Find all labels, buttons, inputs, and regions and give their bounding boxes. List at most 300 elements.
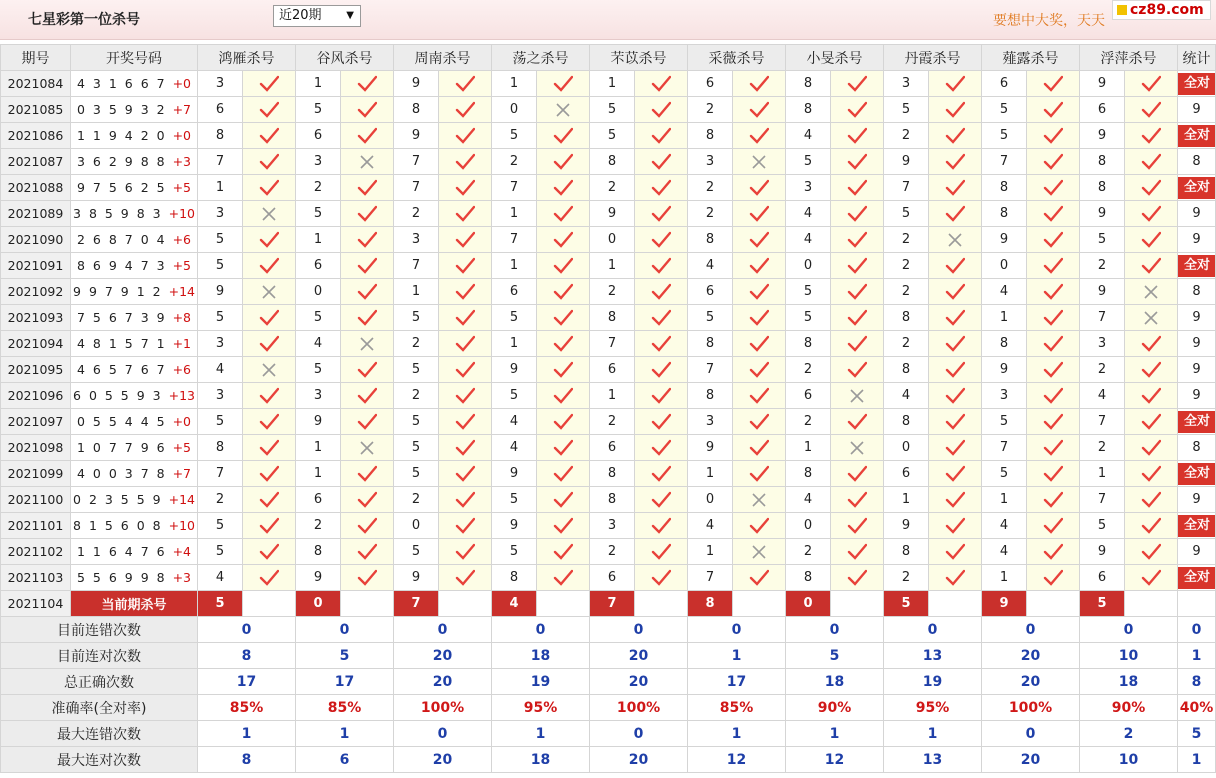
draw-numbers-cell bbox=[71, 97, 198, 123]
result-mark-cell bbox=[831, 357, 884, 383]
stat-cell bbox=[1178, 331, 1216, 357]
result-mark-cell bbox=[831, 383, 884, 409]
kill-number-cell: 5 bbox=[296, 97, 341, 123]
summary-value: 6 bbox=[296, 747, 394, 773]
kill-number-cell: 2 bbox=[296, 513, 341, 539]
kill-number-cell: 7 bbox=[1080, 487, 1125, 513]
draw-sum-offset: +10 bbox=[168, 206, 195, 221]
kill-number-cell: 8 bbox=[688, 227, 733, 253]
summary-value: 18 bbox=[786, 669, 884, 695]
kill-number-cell: 8 bbox=[198, 435, 243, 461]
draw-numbers-cell bbox=[71, 357, 198, 383]
check-icon bbox=[749, 387, 769, 405]
result-mark-cell bbox=[733, 513, 786, 539]
result-mark-cell bbox=[341, 227, 394, 253]
kill-number-cell: 7 bbox=[394, 149, 439, 175]
result-mark-cell bbox=[1125, 97, 1178, 123]
summary-value: 1 bbox=[688, 721, 786, 747]
check-icon bbox=[749, 439, 769, 457]
kill-number-cell: 2 bbox=[1080, 435, 1125, 461]
check-icon bbox=[357, 179, 377, 197]
result-mark-cell bbox=[341, 435, 394, 461]
stat-cell bbox=[1178, 201, 1216, 227]
kill-number-cell: 1 bbox=[590, 71, 635, 97]
kill-number-cell: 6 bbox=[198, 97, 243, 123]
result-mark-cell bbox=[831, 539, 884, 565]
result-mark-cell bbox=[831, 227, 884, 253]
result-mark-cell bbox=[341, 461, 394, 487]
table-row bbox=[1, 97, 1216, 123]
result-mark-cell bbox=[635, 357, 688, 383]
check-icon bbox=[749, 413, 769, 431]
result-mark-cell bbox=[243, 383, 296, 409]
current-kill-label: 当前期杀号 bbox=[71, 591, 198, 617]
kill-number-cell: 1 bbox=[590, 383, 635, 409]
check-icon bbox=[455, 361, 475, 379]
kill-number-cell: 1 bbox=[688, 539, 733, 565]
result-mark-cell bbox=[439, 305, 492, 331]
draw-sum-offset: +6 bbox=[172, 232, 191, 247]
result-mark-cell bbox=[929, 435, 982, 461]
result-mark-cell bbox=[929, 539, 982, 565]
site-logo[interactable] bbox=[1112, 0, 1211, 20]
kill-number-cell: 8 bbox=[884, 539, 929, 565]
result-mark-cell bbox=[439, 487, 492, 513]
check-icon bbox=[749, 101, 769, 119]
check-icon bbox=[847, 75, 867, 93]
result-mark-cell bbox=[1125, 565, 1178, 591]
cross-icon bbox=[750, 491, 768, 509]
result-mark-cell bbox=[733, 305, 786, 331]
result-mark-cell bbox=[929, 409, 982, 435]
summary-value: 12 bbox=[688, 747, 786, 773]
result-mark-cell bbox=[537, 461, 590, 487]
col-header-expert[interactable]: 小旻杀号 bbox=[786, 45, 884, 71]
result-mark-cell bbox=[1027, 175, 1080, 201]
col-header-expert[interactable]: 浮萍杀号 bbox=[1080, 45, 1178, 71]
check-icon bbox=[1141, 491, 1161, 509]
table-row bbox=[1, 331, 1216, 357]
col-header-expert[interactable]: 芣苡杀号 bbox=[590, 45, 688, 71]
result-mark-cell bbox=[635, 487, 688, 513]
result-mark-cell bbox=[1027, 357, 1080, 383]
col-header-expert[interactable]: 鸿雁杀号 bbox=[198, 45, 296, 71]
check-icon bbox=[847, 465, 867, 483]
kill-number-cell: 9 bbox=[394, 565, 439, 591]
result-mark-cell bbox=[831, 435, 884, 461]
table-row bbox=[1, 227, 1216, 253]
draw-numbers-cell bbox=[71, 383, 198, 409]
kill-number-cell: 4 bbox=[786, 487, 831, 513]
range-select-value: 近20期 bbox=[279, 8, 322, 23]
check-icon bbox=[357, 491, 377, 509]
check-icon bbox=[847, 309, 867, 327]
summary-label: 最大连错次数 bbox=[1, 721, 198, 747]
check-icon bbox=[259, 543, 279, 561]
result-mark-cell bbox=[243, 435, 296, 461]
check-icon bbox=[259, 413, 279, 431]
check-icon bbox=[1141, 335, 1161, 353]
summary-value: 19 bbox=[492, 669, 590, 695]
kill-number-cell: 1 bbox=[590, 253, 635, 279]
result-mark-cell bbox=[733, 227, 786, 253]
kill-number-cell: 7 bbox=[198, 461, 243, 487]
summary-row bbox=[1, 695, 1216, 721]
chevron-down-icon: ▼ bbox=[346, 10, 354, 21]
summary-stat-value: 1 bbox=[1178, 643, 1216, 669]
period-cell: 2021094 bbox=[1, 331, 71, 357]
kill-number-cell: 0 bbox=[296, 279, 341, 305]
result-mark-cell bbox=[243, 487, 296, 513]
check-icon bbox=[357, 413, 377, 431]
result-mark-cell bbox=[1125, 227, 1178, 253]
current-blank-cell bbox=[439, 591, 492, 617]
kill-number-cell: 4 bbox=[492, 409, 537, 435]
check-icon bbox=[1141, 101, 1161, 119]
period-cell: 2021101 bbox=[1, 513, 71, 539]
draw-sum-offset: +7 bbox=[172, 102, 191, 117]
kill-number-cell: 8 bbox=[786, 565, 831, 591]
result-mark-cell bbox=[537, 71, 590, 97]
check-icon bbox=[259, 309, 279, 327]
kill-number-cell: 7 bbox=[198, 149, 243, 175]
draw-numbers: 1 1 9 4 2 0 bbox=[76, 128, 167, 143]
result-mark-cell bbox=[537, 227, 590, 253]
summary-value: 90% bbox=[786, 695, 884, 721]
result-mark-cell bbox=[733, 253, 786, 279]
kill-number-cell: 9 bbox=[1080, 539, 1125, 565]
check-icon bbox=[1043, 153, 1063, 171]
check-icon bbox=[945, 335, 965, 353]
table-row bbox=[1, 357, 1216, 383]
kill-number-cell: 7 bbox=[884, 175, 929, 201]
kill-number-cell: 8 bbox=[982, 201, 1027, 227]
result-mark-cell bbox=[537, 305, 590, 331]
check-icon bbox=[1043, 205, 1063, 223]
stat-cell bbox=[1178, 383, 1216, 409]
result-mark-cell bbox=[537, 253, 590, 279]
check-icon bbox=[553, 465, 573, 483]
table-row bbox=[1, 123, 1216, 149]
kill-number-cell: 8 bbox=[786, 331, 831, 357]
stat-value: 9 bbox=[1192, 362, 1201, 377]
kill-number-cell: 5 bbox=[982, 409, 1027, 435]
check-icon bbox=[847, 101, 867, 119]
result-mark-cell bbox=[341, 487, 394, 513]
result-mark-cell bbox=[537, 487, 590, 513]
summary-value: 20 bbox=[394, 747, 492, 773]
draw-sum-offset: +5 bbox=[172, 258, 191, 273]
current-blank-cell bbox=[831, 591, 884, 617]
kill-number-cell: 3 bbox=[198, 383, 243, 409]
kill-number-cell: 5 bbox=[1080, 513, 1125, 539]
result-mark-cell bbox=[831, 305, 884, 331]
stat-cell bbox=[1178, 149, 1216, 175]
check-icon bbox=[945, 439, 965, 457]
kill-number-cell: 0 bbox=[982, 253, 1027, 279]
result-mark-cell bbox=[439, 253, 492, 279]
result-mark-cell bbox=[1125, 357, 1178, 383]
check-icon bbox=[847, 231, 867, 249]
kill-number-cell: 8 bbox=[590, 305, 635, 331]
stat-value: 8 bbox=[1192, 284, 1201, 299]
check-icon bbox=[847, 257, 867, 275]
check-icon bbox=[259, 387, 279, 405]
result-mark-cell bbox=[635, 201, 688, 227]
check-icon bbox=[749, 179, 769, 197]
result-mark-cell bbox=[635, 513, 688, 539]
check-icon bbox=[553, 309, 573, 327]
result-mark-cell bbox=[439, 435, 492, 461]
check-icon bbox=[455, 387, 475, 405]
result-mark-cell bbox=[439, 227, 492, 253]
kill-number-cell: 5 bbox=[786, 279, 831, 305]
result-mark-cell bbox=[341, 383, 394, 409]
result-mark-cell bbox=[831, 279, 884, 305]
result-mark-cell bbox=[439, 149, 492, 175]
check-icon bbox=[455, 101, 475, 119]
check-icon bbox=[455, 335, 475, 353]
result-mark-cell bbox=[635, 253, 688, 279]
check-icon bbox=[553, 439, 573, 457]
check-icon bbox=[945, 153, 965, 171]
cross-icon bbox=[848, 439, 866, 457]
table-row bbox=[1, 435, 1216, 461]
summary-value: 17 bbox=[296, 669, 394, 695]
table-row bbox=[1, 409, 1216, 435]
check-icon bbox=[1043, 283, 1063, 301]
summary-value: 1 bbox=[688, 643, 786, 669]
result-mark-cell bbox=[243, 357, 296, 383]
summary-value: 20 bbox=[590, 747, 688, 773]
kill-number-cell: 3 bbox=[198, 201, 243, 227]
header-row bbox=[1, 45, 1216, 71]
result-mark-cell bbox=[341, 201, 394, 227]
check-icon bbox=[259, 335, 279, 353]
kill-number-cell: 9 bbox=[1080, 279, 1125, 305]
draw-sum-offset: +3 bbox=[172, 570, 191, 585]
draw-numbers-cell bbox=[71, 123, 198, 149]
stat-cell bbox=[1178, 253, 1216, 279]
result-mark-cell bbox=[831, 175, 884, 201]
kill-number-cell: 5 bbox=[1080, 227, 1125, 253]
summary-value: 13 bbox=[884, 747, 982, 773]
col-header-period: 期号 bbox=[1, 45, 71, 71]
kill-number-cell: 7 bbox=[492, 227, 537, 253]
period-cell: 2021092 bbox=[1, 279, 71, 305]
result-mark-cell bbox=[439, 357, 492, 383]
check-icon bbox=[749, 127, 769, 145]
check-icon bbox=[945, 205, 965, 223]
result-mark-cell bbox=[537, 331, 590, 357]
result-mark-cell bbox=[341, 539, 394, 565]
check-icon bbox=[847, 153, 867, 171]
current-blank-cell bbox=[733, 591, 786, 617]
col-header-expert[interactable]: 周南杀号 bbox=[394, 45, 492, 71]
draw-numbers-cell bbox=[71, 513, 198, 539]
kill-number-cell: 0 bbox=[590, 227, 635, 253]
check-icon bbox=[749, 205, 769, 223]
check-icon bbox=[651, 413, 671, 431]
result-mark-cell bbox=[733, 435, 786, 461]
kill-number-cell: 6 bbox=[688, 71, 733, 97]
kill-number-cell: 4 bbox=[296, 331, 341, 357]
kill-number-cell: 7 bbox=[688, 357, 733, 383]
result-mark-cell bbox=[439, 201, 492, 227]
kill-number-cell: 6 bbox=[688, 279, 733, 305]
kill-number-cell: 7 bbox=[590, 331, 635, 357]
table-row bbox=[1, 305, 1216, 331]
col-header-expert[interactable]: 采薇杀号 bbox=[688, 45, 786, 71]
check-icon bbox=[651, 127, 671, 145]
col-header-expert[interactable]: 谷风杀号 bbox=[296, 45, 394, 71]
summary-value: 0 bbox=[198, 617, 296, 643]
kill-number-cell: 5 bbox=[492, 539, 537, 565]
summary-value: 100% bbox=[590, 695, 688, 721]
result-mark-cell bbox=[439, 513, 492, 539]
kill-number-cell: 1 bbox=[296, 461, 341, 487]
stat-cell bbox=[1178, 71, 1216, 97]
kill-number-cell: 8 bbox=[884, 357, 929, 383]
period-cell: 2021095 bbox=[1, 357, 71, 383]
kill-number-cell: 4 bbox=[786, 123, 831, 149]
col-header-expert[interactable]: 荡之杀号 bbox=[492, 45, 590, 71]
kill-number-cell: 9 bbox=[982, 227, 1027, 253]
kill-number-cell: 7 bbox=[1080, 305, 1125, 331]
summary-value: 20 bbox=[982, 747, 1080, 773]
result-mark-cell bbox=[929, 175, 982, 201]
range-select[interactable] bbox=[273, 5, 361, 27]
kill-number-cell: 1 bbox=[394, 279, 439, 305]
check-icon bbox=[455, 257, 475, 275]
marquee-text: 要想中大奖，天天 bbox=[993, 13, 1105, 29]
check-icon bbox=[945, 75, 965, 93]
summary-label: 总正确次数 bbox=[1, 669, 198, 695]
draw-numbers-cell bbox=[71, 175, 198, 201]
stat-cell bbox=[1178, 305, 1216, 331]
summary-stat-value: 0 bbox=[1178, 617, 1216, 643]
summary-row bbox=[1, 747, 1216, 773]
all-correct-badge: 全对 bbox=[1178, 73, 1216, 95]
result-mark-cell bbox=[1125, 539, 1178, 565]
current-kill-number: 0 bbox=[296, 591, 341, 617]
kill-number-cell: 8 bbox=[982, 331, 1027, 357]
kill-number-cell: 1 bbox=[982, 305, 1027, 331]
check-icon bbox=[847, 491, 867, 509]
kill-number-cell: 2 bbox=[394, 487, 439, 513]
kill-number-cell: 1 bbox=[492, 253, 537, 279]
result-mark-cell bbox=[537, 97, 590, 123]
draw-sum-offset: +3 bbox=[172, 154, 191, 169]
check-icon bbox=[945, 517, 965, 535]
result-mark-cell bbox=[635, 565, 688, 591]
result-mark-cell bbox=[439, 383, 492, 409]
kill-number-cell: 5 bbox=[492, 383, 537, 409]
result-mark-cell bbox=[1125, 123, 1178, 149]
all-correct-badge: 全对 bbox=[1178, 125, 1216, 147]
kill-number-cell: 1 bbox=[982, 565, 1027, 591]
draw-sum-offset: +10 bbox=[168, 518, 195, 533]
result-mark-cell bbox=[341, 513, 394, 539]
check-icon bbox=[1043, 439, 1063, 457]
check-icon bbox=[945, 283, 965, 301]
cross-icon bbox=[260, 283, 278, 301]
check-icon bbox=[651, 75, 671, 93]
summary-value: 1 bbox=[492, 721, 590, 747]
kill-number-cell: 5 bbox=[492, 487, 537, 513]
kill-number-cell: 8 bbox=[884, 305, 929, 331]
kill-number-cell: 2 bbox=[688, 201, 733, 227]
result-mark-cell bbox=[635, 383, 688, 409]
result-mark-cell bbox=[243, 149, 296, 175]
result-mark-cell bbox=[537, 149, 590, 175]
check-icon bbox=[455, 179, 475, 197]
result-mark-cell bbox=[1027, 227, 1080, 253]
kill-number-cell: 5 bbox=[590, 97, 635, 123]
cross-icon bbox=[1142, 309, 1160, 327]
check-icon bbox=[455, 309, 475, 327]
table-row bbox=[1, 279, 1216, 305]
result-mark-cell bbox=[439, 71, 492, 97]
result-mark-cell bbox=[243, 71, 296, 97]
kill-number-cell: 9 bbox=[198, 279, 243, 305]
kill-number-cell: 2 bbox=[590, 279, 635, 305]
check-icon bbox=[651, 283, 671, 301]
summary-value: 18 bbox=[492, 747, 590, 773]
kill-number-cell: 4 bbox=[1080, 383, 1125, 409]
result-mark-cell bbox=[537, 201, 590, 227]
result-mark-cell bbox=[1125, 201, 1178, 227]
kill-number-cell: 3 bbox=[982, 383, 1027, 409]
result-mark-cell bbox=[243, 461, 296, 487]
kill-number-cell: 8 bbox=[1080, 175, 1125, 201]
result-mark-cell bbox=[439, 97, 492, 123]
draw-numbers: 0 2 3 5 5 9 bbox=[73, 492, 163, 507]
check-icon bbox=[357, 101, 377, 119]
kill-number-cell: 8 bbox=[884, 409, 929, 435]
kill-number-cell: 8 bbox=[982, 175, 1027, 201]
check-icon bbox=[455, 127, 475, 145]
current-kill-number: 5 bbox=[198, 591, 243, 617]
summary-value: 13 bbox=[884, 643, 982, 669]
check-icon bbox=[553, 361, 573, 379]
col-header-expert[interactable]: 丹霞杀号 bbox=[884, 45, 982, 71]
check-icon bbox=[651, 491, 671, 509]
result-mark-cell bbox=[439, 461, 492, 487]
result-mark-cell bbox=[537, 279, 590, 305]
check-icon bbox=[1141, 179, 1161, 197]
kill-number-cell: 1 bbox=[296, 71, 341, 97]
kill-number-cell: 5 bbox=[492, 123, 537, 149]
result-mark-cell bbox=[733, 97, 786, 123]
draw-numbers: 0 5 5 4 4 5 bbox=[76, 414, 167, 429]
draw-numbers: 3 6 2 9 8 8 bbox=[76, 154, 167, 169]
check-icon bbox=[259, 465, 279, 483]
draw-sum-offset: +5 bbox=[172, 440, 191, 455]
result-mark-cell bbox=[733, 71, 786, 97]
kill-number-cell: 8 bbox=[786, 97, 831, 123]
kill-number-cell: 6 bbox=[296, 487, 341, 513]
result-mark-cell bbox=[243, 227, 296, 253]
kill-number-cell: 2 bbox=[688, 97, 733, 123]
draw-sum-offset: +6 bbox=[172, 362, 191, 377]
result-mark-cell bbox=[831, 123, 884, 149]
result-mark-cell bbox=[635, 123, 688, 149]
result-mark-cell bbox=[635, 149, 688, 175]
col-header-expert[interactable]: 薤露杀号 bbox=[982, 45, 1080, 71]
check-icon bbox=[553, 569, 573, 587]
result-mark-cell bbox=[831, 71, 884, 97]
